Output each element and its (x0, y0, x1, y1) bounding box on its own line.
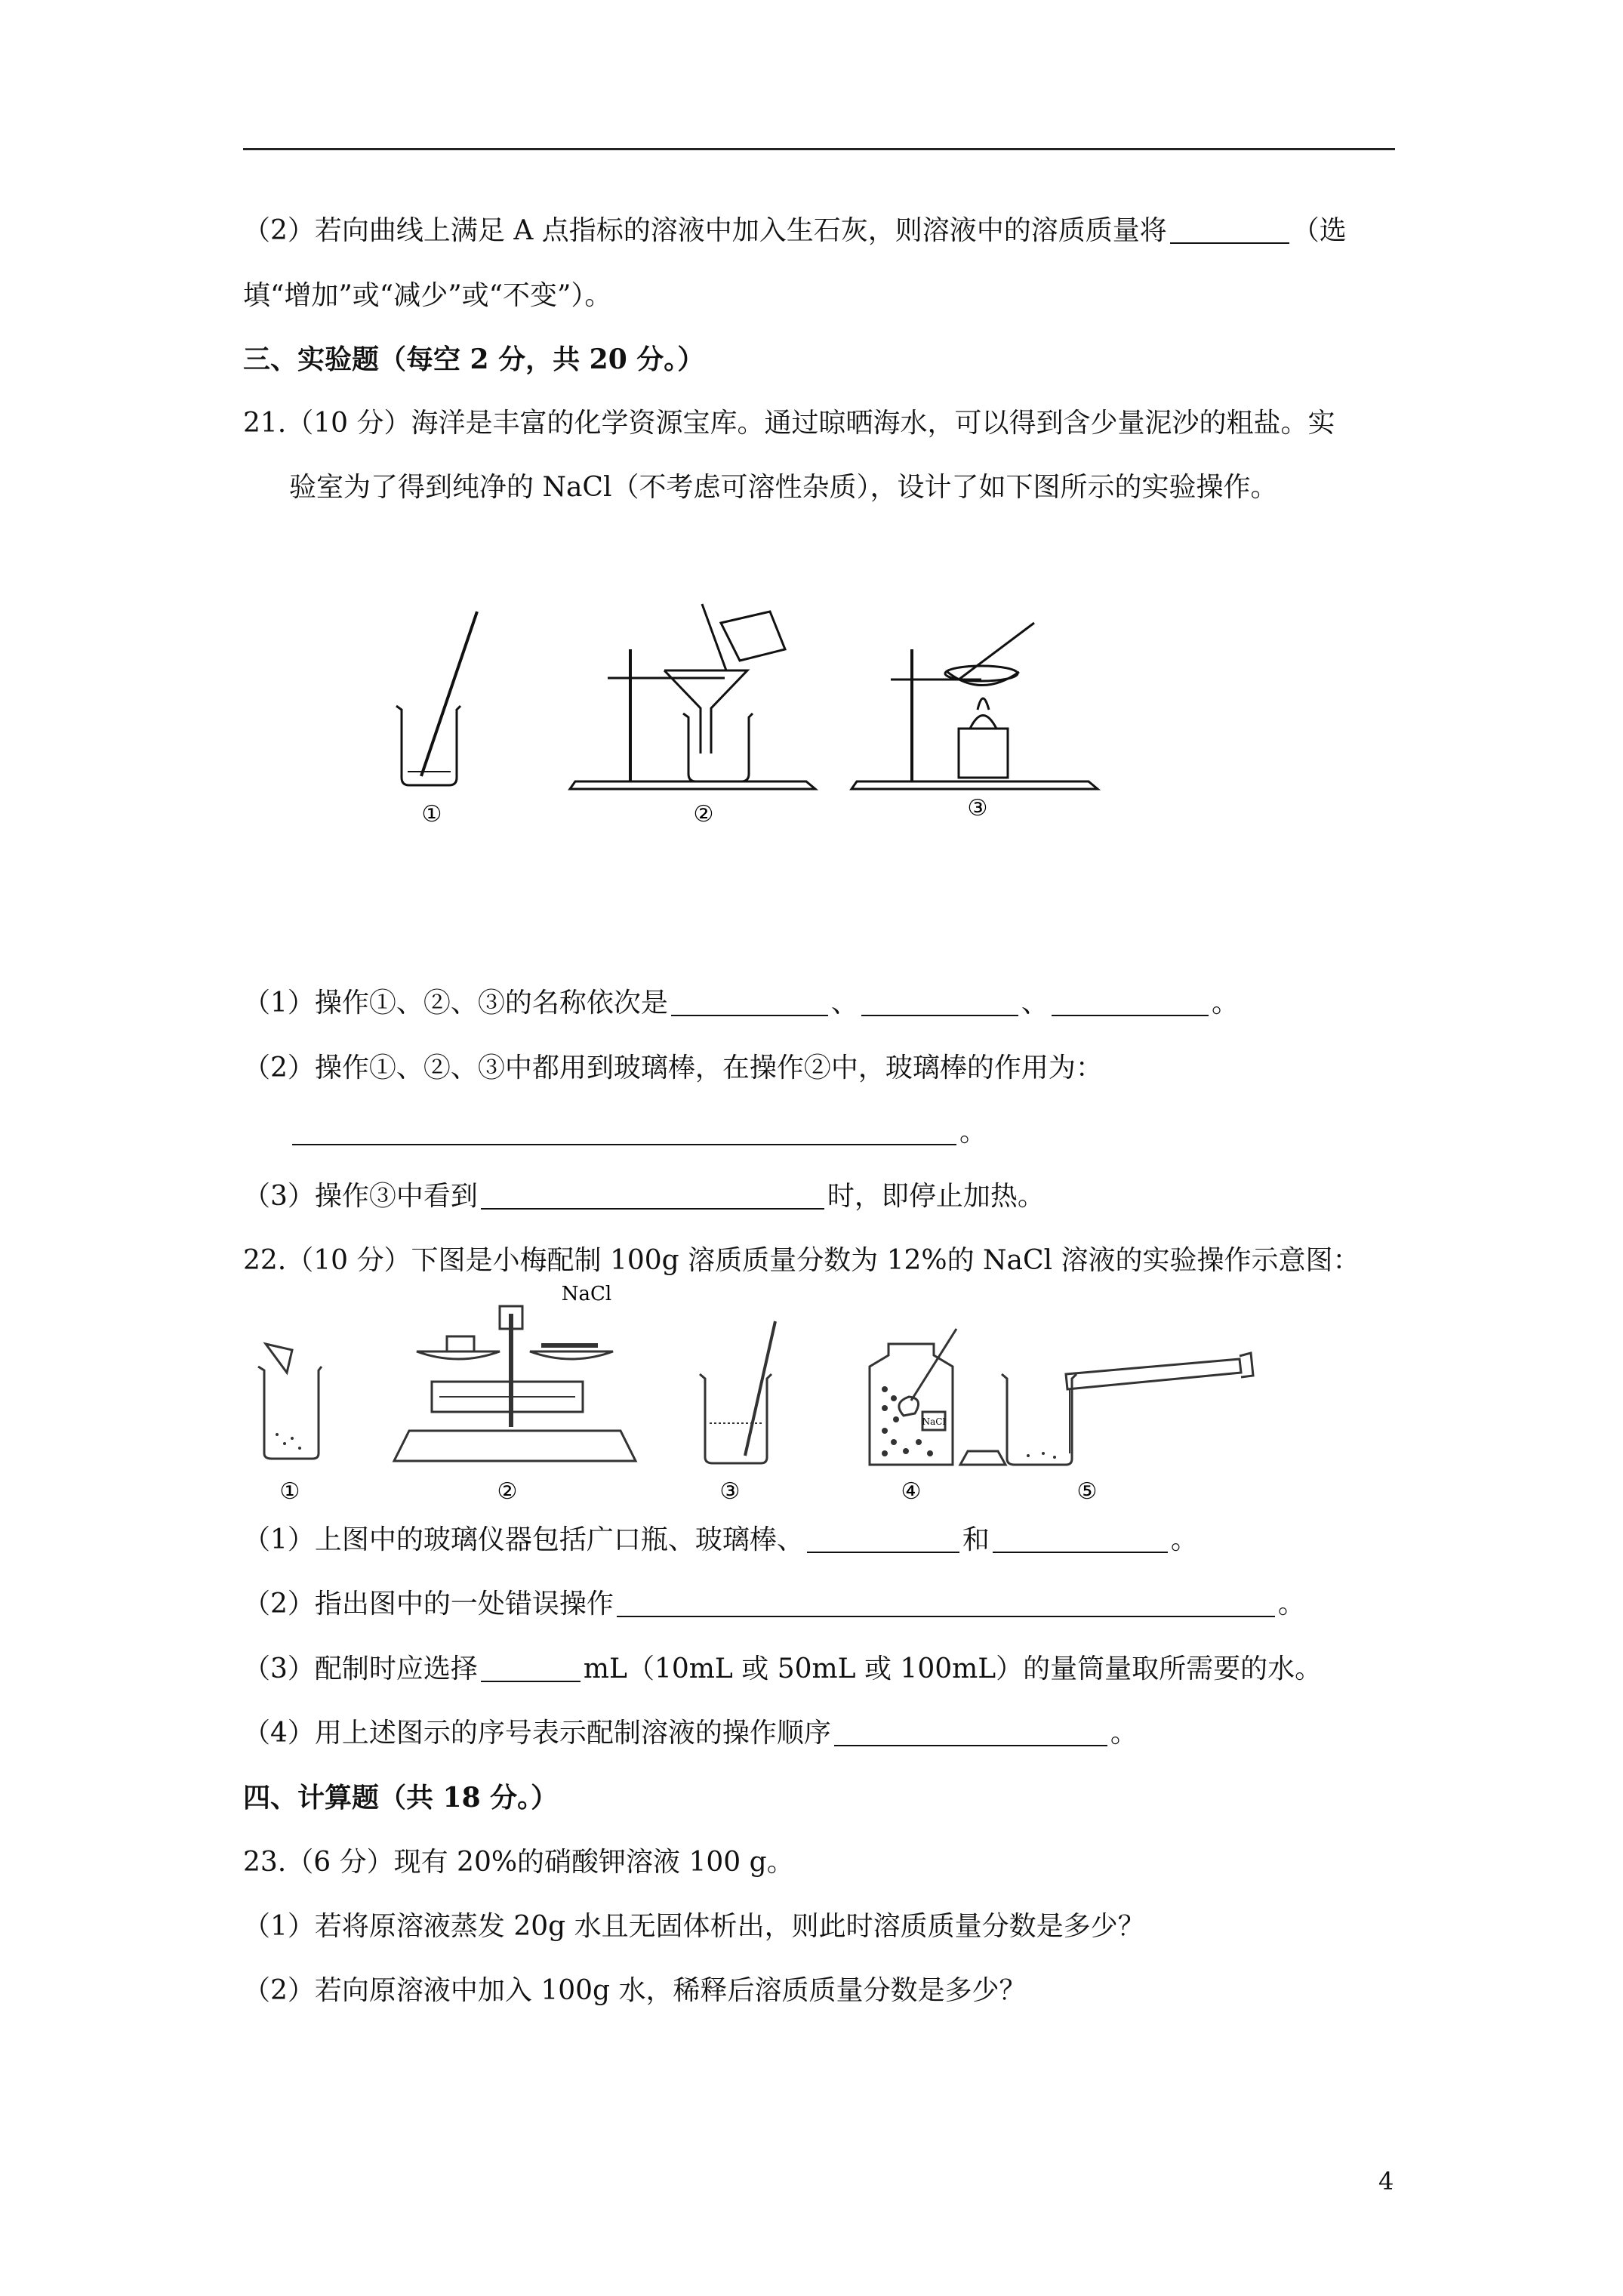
answer-blank[interactable] (292, 1118, 956, 1145)
question-21-2: （2）操作①、②、③中都用到玻璃棒，在操作②中，玻璃棒的作用为： (243, 1052, 1103, 1083)
question-20-2-line2: 填“增加”或“减少”或“不变”）。 (243, 280, 612, 311)
figure-1-label-1: ① (421, 801, 442, 827)
text: （1）上图中的玻璃仪器包括广口瓶、玻璃棒、 (243, 1524, 804, 1555)
figure-1-apparatus (377, 559, 1132, 831)
text: 、 (1021, 988, 1049, 1019)
question-23-1: （1）若将原溶液蒸发 20g 水且无固体析出，则此时溶质质量分数是多少？ (243, 1911, 1145, 1942)
question-22-1 (243, 1522, 1198, 1558)
question-22-2 (243, 1586, 1305, 1623)
text: 。 (959, 1117, 987, 1148)
figure-2-label-3: ③ (719, 1478, 741, 1505)
glass-rod-icon (421, 612, 477, 776)
question-21-2-answer-line (289, 1114, 987, 1151)
section-3-heading: 三、实验题（每空 2 分，共 20 分。） (243, 344, 705, 375)
answer-blank-2[interactable] (993, 1526, 1168, 1553)
text: 、 (830, 988, 858, 1019)
answer-blank[interactable] (481, 1655, 581, 1682)
question-23: 23.（6 分）现有 20%的硝酸钾溶液 100 g。 (243, 1847, 794, 1878)
figure-2-label-1: ① (279, 1478, 300, 1505)
text: 。 (1211, 988, 1239, 1019)
question-20-2-line1 (243, 213, 1347, 249)
beaker-icon (1002, 1374, 1076, 1465)
text: 。 (1170, 1524, 1198, 1555)
figure-2-label-4: ④ (901, 1478, 922, 1505)
figure-2-label-5: ⑤ (1076, 1478, 1098, 1505)
graduated-cylinder-icon (1066, 1359, 1241, 1389)
answer-blank-1[interactable] (807, 1526, 959, 1553)
balance-pan-right-icon (530, 1351, 613, 1359)
glass-rod-icon (745, 1321, 775, 1456)
beaker-icon (258, 1367, 322, 1459)
pouring-beaker-icon (721, 612, 785, 661)
question-22-4 (243, 1715, 1138, 1752)
figure-2-apparatus (243, 1284, 1300, 1510)
figure-2-svg (243, 1284, 1300, 1510)
text: 时，即停止加热。 (827, 1181, 1045, 1212)
text: （4）用上述图示的序号表示配制溶液的操作顺序 (243, 1718, 831, 1749)
figure-1-label-2: ② (693, 801, 714, 827)
reagent-label: NaCl (561, 1284, 612, 1305)
text: （3）操作③中看到 (243, 1181, 478, 1212)
text: （1）操作①、②、③的名称依次是 (243, 988, 668, 1019)
question-21-3 (243, 1179, 1045, 1215)
stopper-icon (960, 1451, 1006, 1465)
header-rule (243, 148, 1395, 150)
figure-2-label-2: ② (497, 1478, 518, 1505)
text: （3）配制时应选择 (243, 1653, 478, 1684)
figure-1-label-3: ③ (967, 795, 988, 821)
answer-blank[interactable] (834, 1719, 1107, 1746)
answer-blank-3[interactable] (1052, 989, 1209, 1016)
text: （选 (1292, 215, 1347, 246)
text: mL（10mL 或 50mL 或 100mL）的量筒量取所需要的水。 (583, 1653, 1323, 1684)
text: 。 (1277, 1589, 1305, 1620)
alcohol-lamp-icon (959, 729, 1008, 778)
section-4-heading: 四、计算题（共 18 分。） (243, 1782, 559, 1814)
answer-blank[interactable] (481, 1182, 824, 1210)
answer-blank-1[interactable] (671, 989, 828, 1016)
text: 。 (1110, 1718, 1138, 1749)
question-21-line1: 21.（10 分）海洋是丰富的化学资源宝库。通过晾晒海水，可以得到含少量泥沙的粗盐。实 (243, 408, 1335, 439)
wide-mouth-bottle-icon (870, 1344, 953, 1465)
page-number: 4 (1378, 2167, 1394, 2196)
text: 和 (962, 1524, 990, 1555)
beaker-icon (396, 706, 460, 785)
question-21-1 (243, 985, 1239, 1022)
text: （2）若向曲线上满足 A 点指标的溶液中加入生石灰，则溶液中的溶质质量将 (243, 215, 1167, 246)
figure-1-svg (377, 559, 1132, 831)
question-22: 22.（10 分）下图是小梅配制 100g 溶质质量分数为 12%的 NaCl 溶液的实验操作示意图： (243, 1245, 1360, 1276)
question-23-2: （2）若向原溶液中加入 100g 水，稀释后溶质质量分数是多少？ (243, 1975, 1027, 2006)
jar-label: NaCl (922, 1416, 946, 1427)
answer-blank[interactable] (617, 1590, 1275, 1617)
question-22-3 (243, 1651, 1322, 1687)
text: （2）指出图中的一处错误操作 (243, 1589, 614, 1620)
answer-blank-2[interactable] (861, 989, 1018, 1016)
spoon-icon (899, 1397, 919, 1416)
question-21-line2: 验室为了得到纯净的 NaCl（不考虑可溶性杂质），设计了如下图所示的实验操作。 (289, 472, 1278, 503)
answer-blank[interactable] (1170, 217, 1289, 244)
